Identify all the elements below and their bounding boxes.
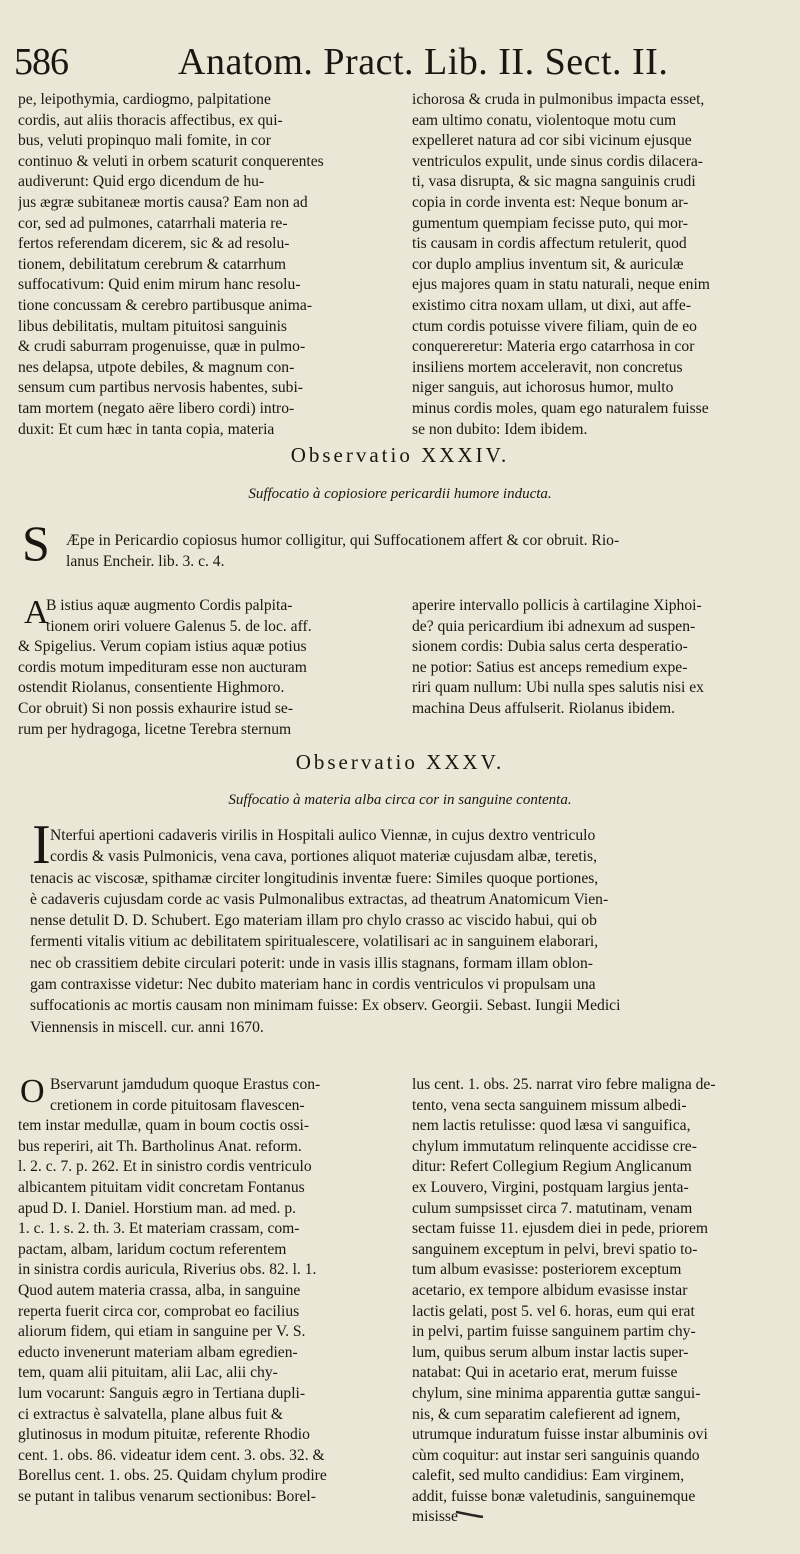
text-line: tem instar medullæ, quam in boum coctis ossi-	[18, 1117, 310, 1135]
drop-cap-i: I	[32, 814, 51, 876]
text-line: ti, vasa disrupta, & sic magna sanguinis crudi	[412, 173, 696, 191]
text-line: nes delapsa, utpote debiles, & magnum con-	[18, 358, 295, 376]
text-line: cordis motum impedituram esse non aucturam	[18, 658, 307, 676]
text-line: cretionem in corde pituitosam flavescen-	[50, 1096, 305, 1114]
text-line: ci extractus è salvatella, plane albus fuit &	[18, 1405, 283, 1423]
initial-a: A	[24, 594, 49, 631]
text-line: & Spigelius. Verum copiam istius aquæ potius	[18, 638, 307, 656]
text-line: tionem, debilitatum cerebrum & catarrhum	[18, 255, 287, 273]
initial-o: O	[20, 1073, 45, 1110]
text-line: ostendit Riolanus, consentiente Highmoro.	[18, 679, 285, 697]
text-line: Bservarunt jamdudum quoque Erastus con-	[50, 1076, 321, 1093]
text-line: tis causam in cordis affectum retulerit, quod	[412, 235, 687, 253]
text-line: expelleret natura ad cor sibi vicinum ejusque	[412, 132, 692, 150]
text-line: ejus majores quam in statu naturali, neque enim	[412, 276, 710, 294]
text-line: Borellus cent. 1. obs. 25. Quidam chylum prodire	[18, 1467, 327, 1485]
text-line: tento, vena secta sanguinem missum albedi-	[412, 1096, 687, 1114]
text-line: l. 2. c. 7. p. 262. Et in sinistro cordis ventriculo	[18, 1158, 312, 1176]
text-line: nem lactis retulisse: quod læsa vi sanguifica,	[412, 1117, 691, 1135]
text-line: ichorosa & cruda in pulmonibus impacta esset,	[412, 91, 705, 108]
text-line: chylum immutatum relinquente accidisse cre-	[412, 1137, 697, 1155]
text-line: ex Louvero, Virgini, postquam largius jenta-	[412, 1178, 689, 1196]
text-line: addit, fuisse bonæ valetudinis, sanguinemque	[412, 1487, 696, 1505]
text-line: chylum, sine minima apparentia guttæ sangui-	[412, 1384, 701, 1402]
ink-mark	[455, 1510, 485, 1518]
text-line: continuo & veluti in orbem scaturit conquerentes	[18, 152, 324, 170]
text-line: in pelvi, partim fuisse sanguinem partim chy-	[412, 1323, 696, 1341]
text-line: nis, & cum separatim calefierent ad ignem,	[412, 1405, 681, 1423]
text-line: pactam, albam, laridum coctum referentem	[18, 1240, 287, 1258]
text-line: conquereretur: Materia ergo catarrhosa in cor	[412, 338, 695, 356]
text-line: suffocativum: Quid enim mirum hanc resolu-	[18, 276, 301, 294]
text-line: eam ultimo conatu, violentoque motu cum	[412, 111, 677, 129]
page-number: 586	[14, 41, 68, 83]
observation-34-heading: Observatio XXXIV.	[290, 443, 510, 467]
text-line: in sinistra cordis auricula, Riverius obs. 82. l. 1.	[18, 1261, 317, 1279]
text-line: machina Deus affulserit. Riolanus ibidem.	[412, 699, 676, 717]
page-header	[10, 38, 790, 94]
text-line: fertos referendam dicerem, sic & ad resolu-	[18, 235, 290, 253]
text-line: bus reperiri, ait Th. Bartholinus Anat. reform.	[18, 1137, 302, 1155]
text-line: sensum cum partibus nervosis habentes, subi-	[18, 379, 303, 397]
text-line: fermenti vitalis vitium ac debilitatem spiritualescere, volatilisari ac in sanguinem elaborari,	[30, 933, 599, 951]
text-line: gam contraxisse videtur: Nec dubito materiam hanc in cordis ventriculos vi propulsam una	[30, 976, 596, 994]
text-line: pe, leipothymia, cardiogmo, palpitatione	[18, 91, 271, 108]
text-line: lus cent. 1. obs. 25. narrat viro febre maligna de-	[412, 1076, 716, 1093]
observation-35-subtitle: Suffocatio à materia alba circa cor in sanguine contenta.	[228, 792, 572, 808]
text-line: aperire intervallo pollicis à cartilagine Xiphoi-	[412, 597, 702, 614]
text-line: duxit: Et cum hæc in tanta copia, materia	[18, 420, 275, 438]
text-line: reperta fuerit circa cor, comprobat eo facilius	[18, 1302, 300, 1320]
observation-34-summary	[66, 530, 790, 573]
text-line: de? quia pericardium ibi adnexum ad suspen-	[412, 617, 696, 635]
text-line: nense detulit D. D. Schubert. Ego materiam illam pro chylo crasso ac viscido habui, qui ob	[30, 912, 597, 930]
text-line: albicantem pituitam vidit concretam Fontanus	[18, 1178, 305, 1196]
text-line: Viennensis in miscell. cur. anni 1670.	[30, 1018, 264, 1036]
text-line: cent. 1. obs. 86. videatur idem cent. 3. obs. 32. &	[18, 1446, 325, 1464]
text-line: aliorum fidem, qui etiam in sanguine per V. S.	[18, 1323, 306, 1341]
text-line: lanus Encheir. lib. 3. c. 4.	[66, 553, 225, 571]
text-line: lactis gelati, post 5. vel 6. horas, eum qui erat	[412, 1302, 695, 1320]
text-line: tionem oriri voluere Galenus 5. de loc. aff.	[46, 617, 312, 635]
text-line: suffocationis ac mortis causam non minimam fuisse: Ex observ. Georgii. Sebast. Iungii Medici	[30, 997, 621, 1015]
text-line: minus cordis moles, quam ego naturalem fuisse	[412, 399, 709, 417]
observation-35-heading: Observatio XXXV.	[295, 750, 505, 774]
text-line: sanguinem exceptum in pelvi, brevi spatio to-	[412, 1240, 698, 1258]
text-line: B istius aquæ augmento Cordis palpita-	[46, 597, 293, 614]
text-line: utrumque induratum fuisse instar albuminis ovi	[412, 1426, 708, 1444]
text-line: riri quam nullum: Ubi nulla spes salutis nisi ex	[412, 679, 704, 697]
text-line: calefit, sed multo candidius: Eam virginem,	[412, 1467, 685, 1485]
text-line: ventriculos expulit, unde sinus cordis dilacera-	[412, 152, 704, 170]
observation-35-text	[30, 825, 792, 1038]
text-line: tenacis ac viscosæ, spithamæ circiter longitudinis inventæ fuere: Similes quoque portiones,	[30, 869, 599, 887]
text-line: tam mortem (negato aëre libero cordi) intro-	[18, 399, 295, 417]
text-line: niger sanguis, aut ichorosus humor, multo	[412, 379, 674, 397]
text-line: se non dubito: Idem ibidem.	[412, 420, 588, 438]
text-line: 1. c. 1. s. 2. th. 3. Et materiam crassam, com-	[18, 1220, 300, 1238]
text-line: è cadaveris cujusdam corde ac vasis Pulmonalibus extractas, ad theatrum Anatomicum Vien-	[30, 890, 609, 908]
text-line: ne potior: Satius est anceps remedium expe-	[412, 658, 688, 676]
observation-34-subtitle: Suffocatio à copiosiore pericardii humore inducta.	[248, 486, 552, 502]
text-line: tum album evasisse: posteriorem exceptum	[412, 1261, 682, 1279]
text-line: insiliens mortem acceleravit, non concretus	[412, 358, 683, 376]
text-line: acetario, ex tempore albidum evasisse instar	[412, 1281, 688, 1299]
text-line: Nterfui apertioni cadaveris virilis in Hospitali aulico Viennæ, in cujus dextro ventriculo	[50, 827, 596, 844]
text-line: cordis & vasis Pulmonicis, vena cava, portiones aliquot materiæ cujusdam albæ, teretis,	[50, 848, 597, 866]
text-line: culum sumpsisset circa 7. matutinam, venam	[412, 1199, 693, 1217]
text-line: cordis, aut aliis thoracis affectibus, ex qui-	[18, 111, 283, 129]
text-line: cùm coquitur: aut instar seri sanguinis quando	[412, 1446, 700, 1464]
text-line: & crudi saburram progenuisse, quæ in pulmo-	[18, 338, 306, 356]
text-line: audiverunt: Quid ergo dicendum de hu-	[18, 173, 265, 191]
text-line: existimo citra noxam ullam, ut dixi, aut affe-	[412, 296, 692, 314]
drop-cap-s: S	[22, 515, 50, 571]
text-line: rum per hydragoga, licetne Terebra sternum	[18, 720, 292, 738]
text-line: ditur: Refert Collegium Regium Anglicanum	[412, 1158, 692, 1176]
text-line: glutinosus in modum pituitæ, referente Rhodio	[18, 1426, 310, 1444]
text-line: natabat: Qui in acetario erat, merum fuisse	[412, 1364, 678, 1382]
text-line: ctum cordis potuisse vivere filiam, quin de eo	[412, 317, 697, 335]
observation-35-left-column	[18, 1075, 400, 1507]
text-line: educto invenerunt materiam albam egredien-	[18, 1343, 298, 1361]
top-left-column	[18, 90, 398, 440]
text-line: Quod autem materia crassa, alba, in sanguine	[18, 1281, 301, 1299]
text-line: Cor obruit) Si non possis exhaurire istud se-	[18, 699, 294, 717]
observation-34-left-column	[18, 596, 398, 740]
text-line: gumentum quempiam fecisse puto, qui mor-	[412, 214, 688, 232]
text-line: nec ob crassitiem debite circulari poterit: unde in vasis illis stagnans, formam illam oblon-	[30, 954, 593, 972]
text-line: lum, quibus serum album instar lactis super-	[412, 1343, 689, 1361]
text-line: tione concussam & cerebro partibusque anima-	[18, 296, 313, 314]
text-line: bus, veluti propinquo mali fomite, in cor	[18, 132, 271, 150]
text-line: sectam fuisse 11. ejusdem diei in pede, priorem	[412, 1220, 709, 1238]
text-line: libus debilitatis, multam pituitosi sanguinis	[18, 317, 287, 335]
observation-34-right-column	[412, 596, 794, 720]
text-line: lum vocarunt: Sanguis ægro in Tertiana dupli-	[18, 1384, 306, 1402]
text-line: se putant in talibus venarum sectionibus: Borel-	[18, 1487, 316, 1505]
top-right-column	[412, 90, 794, 440]
text-line: cor duplo amplius inventum sit, & auriculæ	[412, 255, 684, 273]
text-line: misisse	[412, 1508, 458, 1526]
text-line: jus ægræ subitaneæ mortis causa? Eam non ad	[18, 193, 308, 211]
text-line: tem, quam alii pituitam, alii Lac, alii chy-	[18, 1364, 278, 1382]
text-line: cor, sed ad pulmones, catarrhali materia re-	[18, 214, 288, 232]
text-line: sionem cordis: Dubia salus certa desperatio-	[412, 638, 688, 656]
text-line: apud D. I. Daniel. Horstium man. ad med. p.	[18, 1199, 297, 1217]
running-title: Anatom. Pract. Lib. II. Sect. II.	[178, 41, 669, 83]
text-line: Æpe in Pericardio copiosus humor colligitur, qui Suffocationem affert & cor obruit. Rio-	[66, 532, 620, 549]
text-line: copia in corde inventa est: Neque bonum ar-	[412, 193, 689, 211]
observation-35-right-column	[412, 1075, 794, 1528]
